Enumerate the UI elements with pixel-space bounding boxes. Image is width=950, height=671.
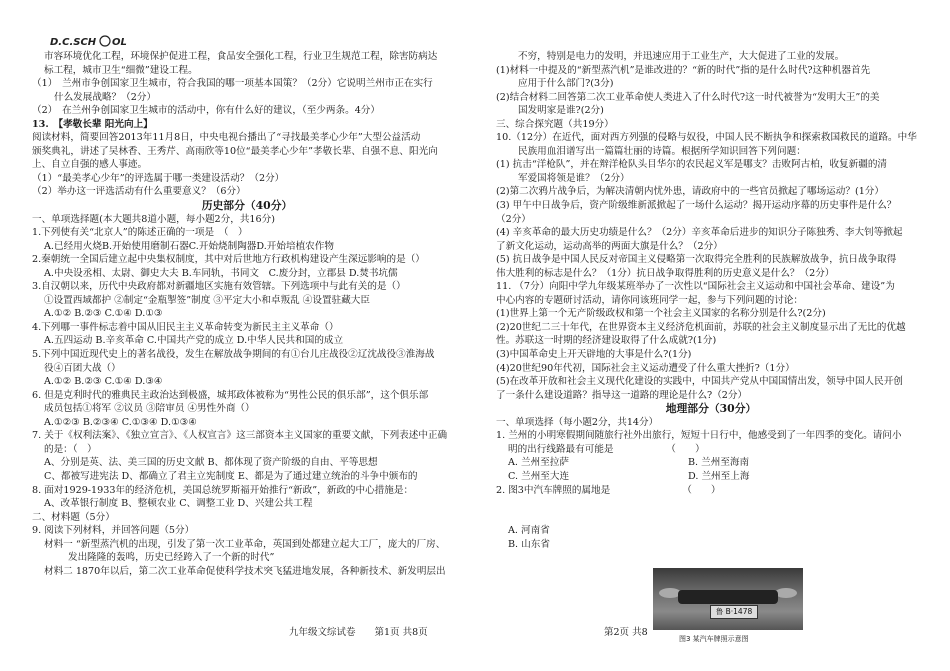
- options-row: [496, 470, 926, 484]
- text-line: 了新文化运动，运动高举的两面大旗是什么？（2分）: [496, 240, 723, 252]
- text-line: 颁奖典礼，讲述了吴林香、王秀芹、高雨欣等10位“最美孝心少年”孝敬长辈、自强不息、阳光向: [32, 145, 438, 157]
- license-plate: 鲁 B·1478: [710, 605, 758, 619]
- text-line: 2. 图3中汽车牌照的属地是 （ ）: [496, 484, 721, 496]
- text-line: 伟大胜利的标志是什么？（1分）抗日战争取得胜利的历史意义是什么？（2分）: [496, 267, 835, 279]
- text-line: (4) 辛亥革命的最大历史功绩是什么？（2分）辛亥革命后进步的知识分子陈独秀、李大钊等掀起: [496, 227, 903, 239]
- text-line: (3)中国革命史上开天辟地的大事是什么?(1分): [496, 349, 692, 361]
- text-line: 应用于什么部门?(3分): [518, 78, 614, 90]
- text-line: (2)20世纪二三十年代，在世界资本主义经济危机面前，苏联的社会主义制度显示出了无比的优越: [496, 321, 906, 333]
- text-line: A.已经用火烧B.开始使用磨制石器C.开始烧制陶器D.开始培植农作物: [44, 240, 334, 252]
- section-title-history: 历史部分（40分）: [201, 199, 293, 213]
- text-line: 一、单项选择（每小题2分，共14分）: [496, 416, 659, 428]
- text-line: 1.下列使有关“北京人”的陈述正确的一项是 （ ）: [32, 227, 248, 239]
- text-line: 1. 兰州的小明寒假期间随旅行社外出旅行，短短十日行中，他感受到了一年四季的变化。请问小: [496, 430, 902, 442]
- text-line: 国发明家是谁?(2分): [518, 105, 604, 117]
- text-line: 2.秦朝统一全国后建立起中央集权制度，其中对后世地方行政机构建设产生深远影响的是（）: [32, 254, 425, 266]
- text-line: (5) 抗日战争是中国人民反对帝国主义侵略第一次取得完全胜利的民族解放战争，抗日战争取得: [496, 254, 897, 266]
- text-line: (1)材料一中提及的“新型蒸汽机”是谁改进的？“新的时代”指的是什么时代?这种机器首先: [496, 64, 871, 76]
- text-line: (5)在改革开放和社会主义现代化建设的实践中，中国共产党从中国国情出发，领导中国人民开创: [496, 376, 903, 388]
- option-a: A. 河南省: [508, 525, 550, 537]
- text-line: C、都被写进宪法 D、都确立了君主立宪制度 E、都是为了通过建立统治的斗争中颁布的: [44, 470, 418, 482]
- text-line: 6. 但是克利时代的雅典民主政治达到极盛，城邦政体被称为“男性公民的俱乐部”，这个俱乐部: [32, 389, 429, 401]
- text-line: 3.自汉朝以来，历代中央政府都对新疆地区实施有效管辖。下列选项中与此有关的是（）: [32, 281, 406, 293]
- left-column: [32, 50, 462, 578]
- text-line: 明的出行线路最有可能是 （ ）: [508, 443, 705, 455]
- option-c: C. 兰州至大连: [508, 470, 570, 482]
- text-line: 材料一 “新型蒸汽机的出现，引发了第一次工业革命，英国到处都建立起大工厂，庞大的厂房、: [44, 538, 446, 550]
- question-heading: 13. 【孝敬长辈 阳光向上】: [32, 118, 153, 130]
- footer-right: 第2页 共8: [604, 627, 648, 638]
- text-line: 的是：（ ）: [44, 443, 97, 455]
- text-line: 三、综合探究题（共19分）: [496, 118, 614, 130]
- text-line: 不穷，特别是电力的发明，并迅速应用于工业生产，大大促进了工业的发展。: [518, 51, 845, 62]
- text-line: 4.下列哪一事件标志着中国从旧民主主义革命转变为新民主主义革命（）: [32, 321, 339, 333]
- text-line: 成员包括①将军 ②议员 ③陪审员 ④男性外商（）: [44, 403, 255, 415]
- text-line: 一、单项选择题(本大题共8道小题，每小题2分，共16分): [32, 213, 275, 225]
- svg-text:D.C.SCH: D.C.SCH: [50, 37, 97, 48]
- text-line: 性。苏联这一时期的经济建设取得了什么成就?(1分): [496, 335, 717, 347]
- text-line: 军爱国将领是谁？（2分）: [518, 172, 630, 184]
- option-b: B. 山东省: [508, 538, 550, 550]
- school-logo: [50, 34, 130, 48]
- option-a: A. 兰州至拉萨: [508, 457, 569, 469]
- spacer: [496, 497, 926, 524]
- option-b: B. 兰州至海南: [688, 457, 750, 469]
- text-line: A、改革银行制度 B、整顿农业 C、调整工业 D、兴建公共工程: [44, 498, 313, 510]
- text-line: (2)第二次鸦片战争后，为解决清朝内忧外患，请政府中的一些官员掀起了哪场运动？(1分）: [496, 186, 884, 198]
- text-line: （2分）: [496, 213, 531, 225]
- text-line: 市容环境优化工程，环境保护促进工程，食品安全强化工程，行业卫生规范工程，除害防病达: [44, 51, 438, 62]
- text-line: 民族用血泪谱写出一篇篇壮丽的诗篇。根据所学知识回答下列问题：: [518, 145, 806, 157]
- text-line: 阅读材料，简要回答2013年11月8日，中央电视台播出了“寻找最美孝心少年”大型公益活动: [32, 132, 421, 144]
- car-grille: [678, 590, 778, 604]
- text-line: 材料二 1870年以后，第二次工业革命促使科学技术突飞猛进地发展，各种新技术、新发明层出: [44, 565, 446, 577]
- footer-left: 九年级文综试卷 第1页 共8页: [289, 627, 428, 638]
- headlight-right: [775, 588, 797, 598]
- license-plate-photo: [653, 568, 803, 630]
- text-line: (1)世界上第一个无产阶级政权和第一个社会主义国家的名称分别是什么?(2分): [496, 308, 826, 320]
- text-line: 什么发展战略？（2分）: [54, 91, 157, 103]
- text-line: 上、自立自强的感人事迹。: [32, 159, 148, 171]
- text-line: 8. 面对1929-1933年的经济危机，美国总统罗斯福开始推行“新政”，新政的中心措施是：: [32, 484, 414, 496]
- option-d: D. 兰州至上海: [688, 470, 750, 482]
- text-line: A.①② B.②③ C.①④ D.③④: [44, 376, 163, 388]
- text-line: 11. （7分）向阳中学九年级某班举办了一次性以“国际社会主义运动和中国社会革命、建设”为: [496, 281, 895, 293]
- text-line: （2） 在兰州争创国家卫生城市的活动中，你有什么好的建议，（至少两条。4分）: [32, 105, 380, 117]
- text-line: A、分别是英、法、美三国的历史文献 B、都体现了资产阶级的自由、平等思想: [44, 457, 378, 469]
- section-title-geography: 地理部分（30分）: [665, 402, 757, 416]
- text-line: （1） 兰州市争创国家卫生城市，符合我国的哪一项基本国策？（2分）它说明兰州市正在实行: [32, 78, 433, 90]
- text-line: (4)20世纪90年代初，国际社会主义运动遭受了什么重大挫折?（1分）: [496, 362, 795, 374]
- text-line: 二、材料题（5分）: [32, 511, 115, 523]
- text-line: A.①② B.②③ C.①④ D.①③: [44, 308, 163, 320]
- text-line: 5.下列中国近现代史上的著名战役，发生在解放战争期间的有①台儿庄战役②辽沈战役③淮海战: [32, 349, 435, 361]
- text-line: 标工程，城市卫生“细微”建设工程。: [44, 64, 198, 76]
- text-line: A.五四运动 B.辛亥革命 C.中国共产党的成立 D.中华人民共和国的成立: [44, 335, 344, 347]
- text-line: 中心内容的专题研讨活动，请你同该班同学一起，参与下列问题的讨论：: [496, 294, 803, 306]
- text-line: 发出隆隆的轰鸣，历史已经跨入了一个新的时代”: [68, 552, 275, 564]
- text-line: (1) 抗击“洋枪队”，并在辩洋枪队头目华尔的农民起义军是哪支？击败阿古柏，收复新疆的清: [496, 159, 888, 171]
- text-line: （1）“最美孝心少年”的评选属于哪一类建设活动？（2分）: [32, 172, 285, 184]
- text-line: （2）举办这一评选活动有什么重要意义？（6分）: [32, 186, 246, 198]
- text-line: A.①②③ B.②③④ C.①③④ D.①③④: [44, 416, 197, 428]
- text-line: 役④百团大战（）: [44, 362, 121, 374]
- text-line: 9. 阅读下列材料，并回答问题（5分）: [32, 525, 195, 537]
- text-line: ①设置西域都护 ②制定“金瓶掣签”制度 ③平定大小和卓叛乱 ④设置驻藏大臣: [44, 294, 370, 306]
- text-line: 7. 关于《权利法案》、《独立宣言》、《人权宣言》这三部资本主义国家的重要文献，下列表述中正确: [32, 430, 448, 442]
- text-line: 10.（12分）在近代，面对西方列强的侵略与奴役，中国人民不断执争和探索救国救民的道路。中华: [496, 132, 917, 144]
- text-line: (3) 甲午中日战争后，资产阶级维新派掀起了一场什么运动？揭开运动序幕的历史事件是什么？: [496, 200, 897, 212]
- text-line: 了一条什么建设道路？指导这一道路的理论是什么?（2分）: [496, 389, 748, 401]
- right-column: [496, 50, 926, 551]
- text-line: A.中央设丞相、太尉、御史大夫 B.车同轨，书同文 C.废分封，立郡县 D.焚书坑儒: [44, 267, 398, 279]
- options-row: [496, 456, 926, 470]
- text-line: (2)结合材料二回答第二次工业革命使人类进入了什么时代?这一时代被誉为“发明大王”的美: [496, 91, 880, 103]
- svg-text:OL: OL: [112, 37, 127, 48]
- figure-caption: 图3 某汽车牌照示意图: [679, 635, 749, 643]
